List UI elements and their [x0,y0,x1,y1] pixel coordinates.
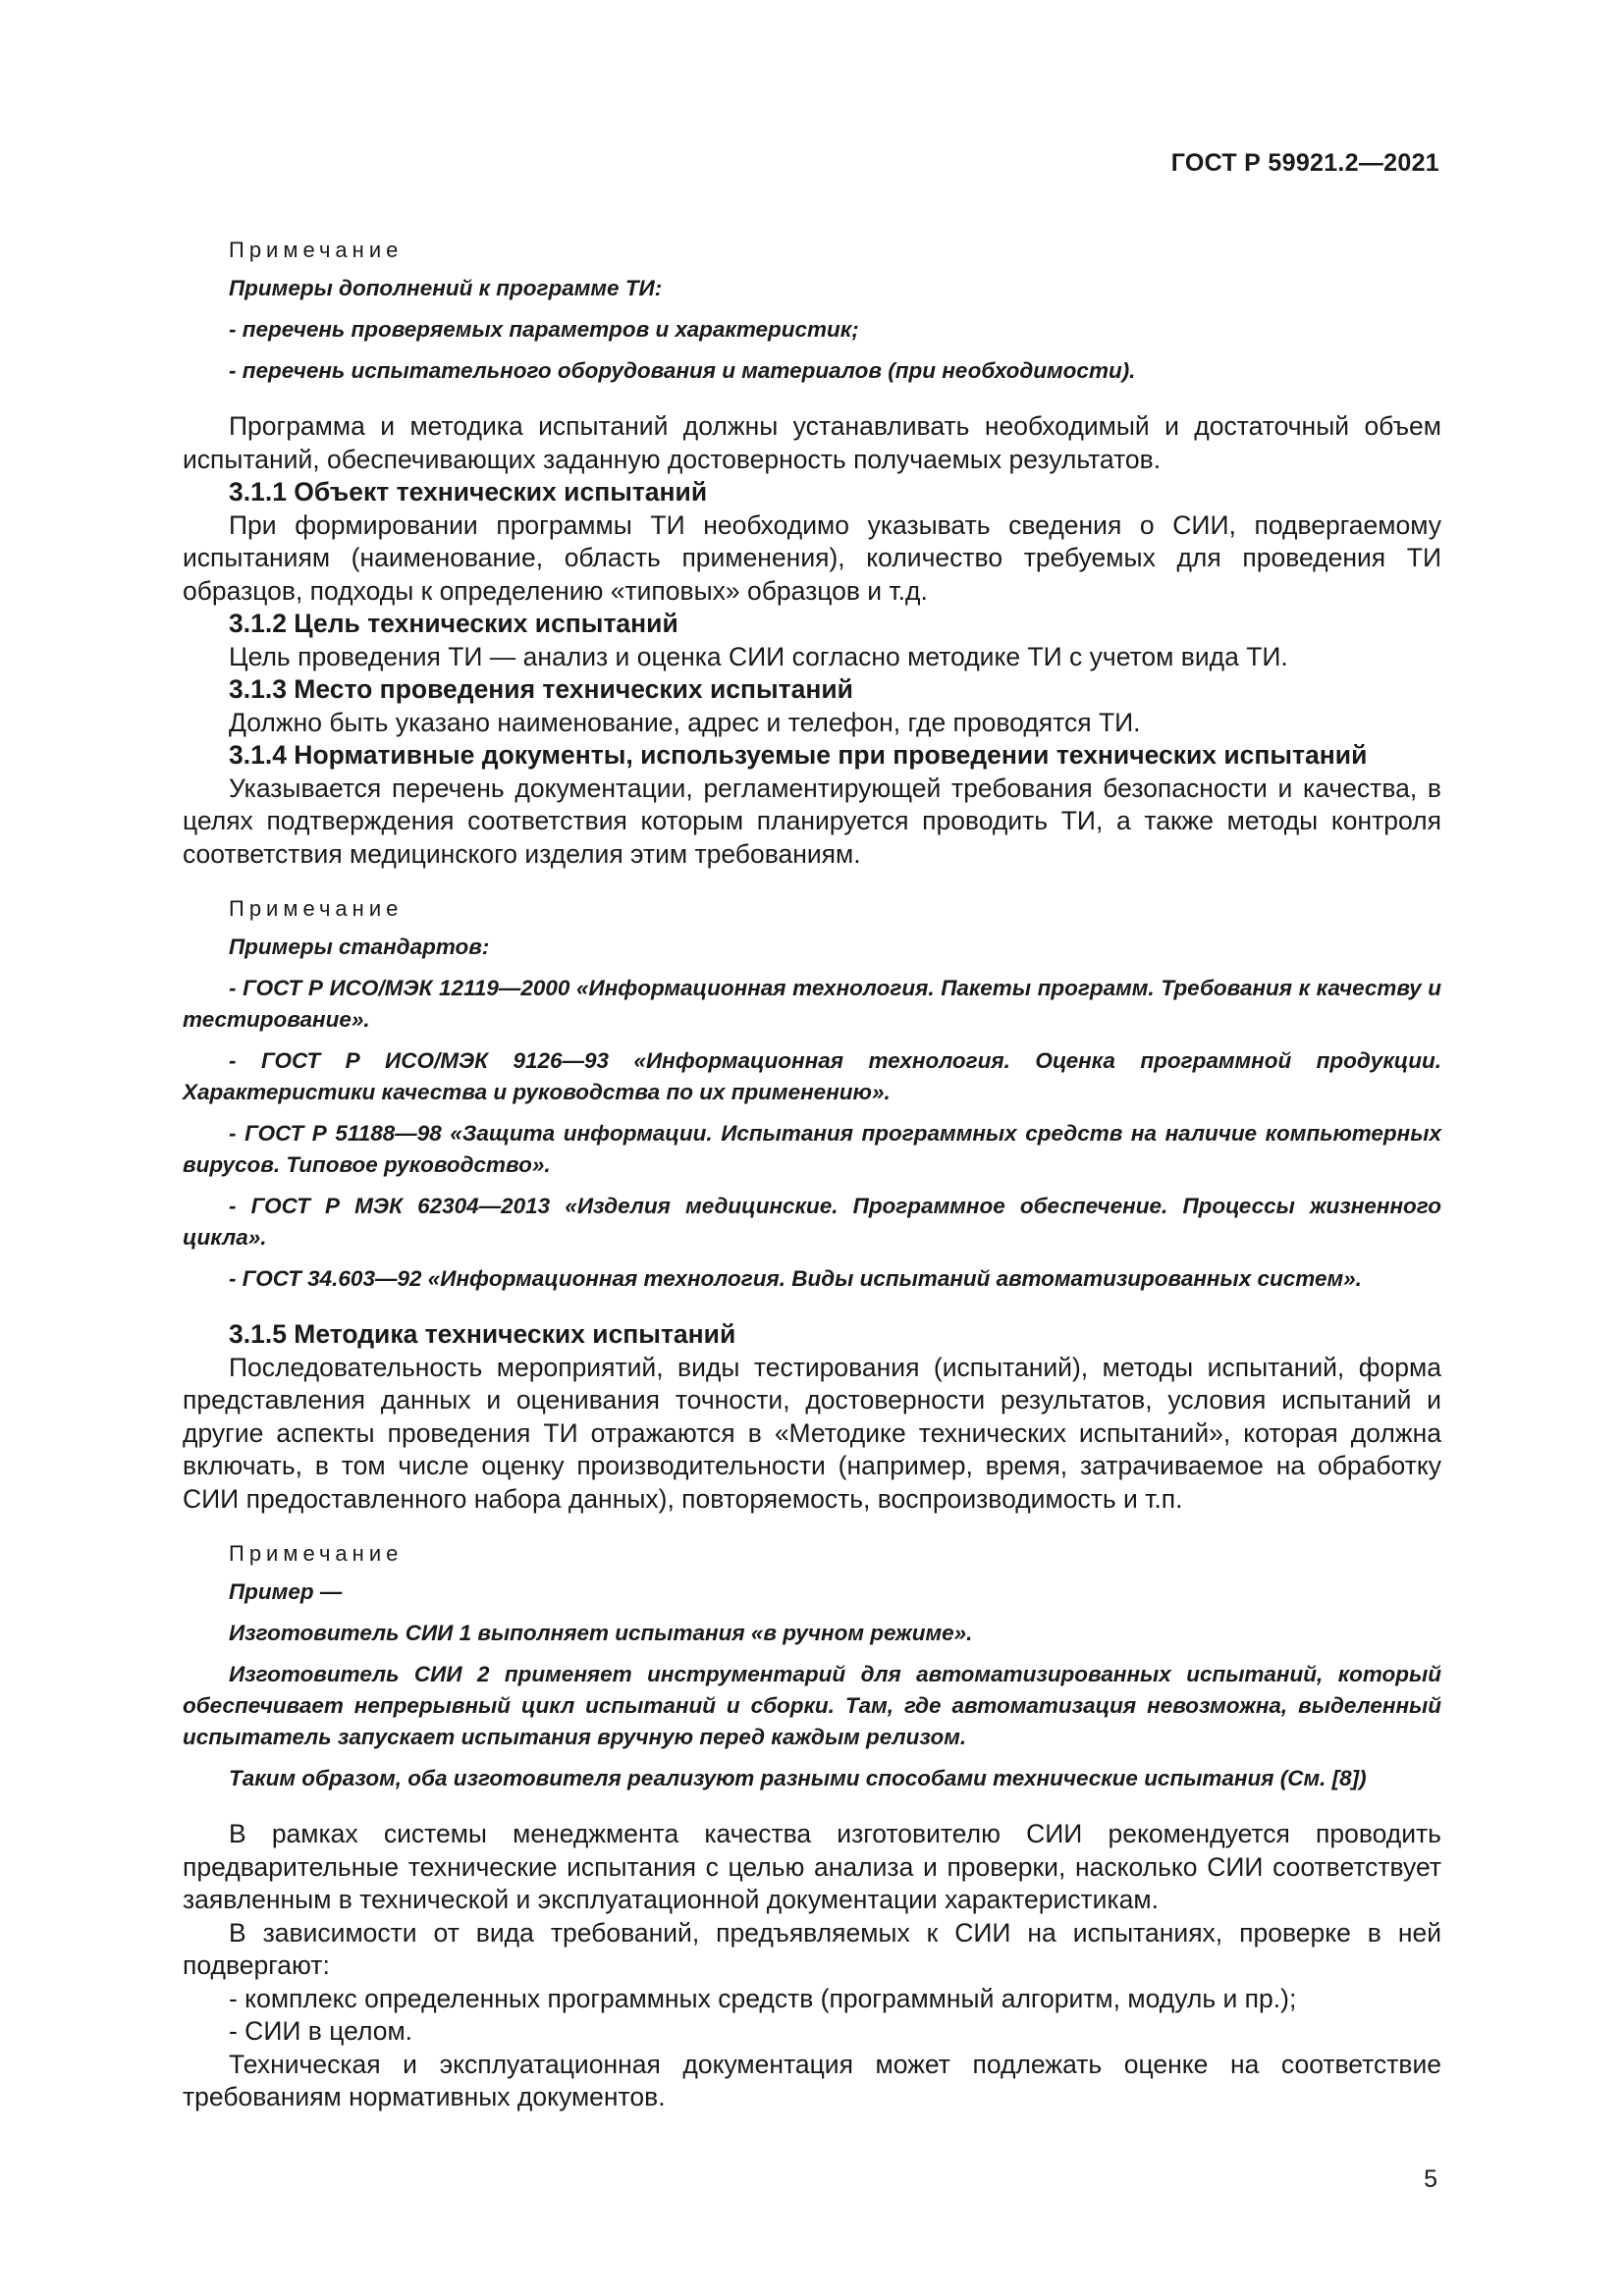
document-body [183,226,1441,2114]
note-label-2: Примечание [229,896,404,921]
heading-3-1-3: 3.1.3 Место проведения технических испытаний [229,674,853,704]
note-line: - перечень испытательного оборудования и материалов (при необходимости). [229,358,1136,383]
note-line: Изготовитель СИИ 1 выполняет испытания «в ручном режиме». [229,1621,973,1645]
paragraph-3-1-2: Цель проведения ТИ — анализ и оценка СИИ согласно методике ТИ с учетом вида ТИ. [229,641,1288,671]
heading-3-1-4: 3.1.4 Нормативные документы, используемые при проведении технических испытаний [229,740,1368,770]
standard-item: - ГОСТ Р 51188—98 «Защита информации. Испытания программных средств на наличие компьютерных вирусов. Типовое руководство». [183,1121,1441,1177]
paragraph-final-5: Техническая и эксплуатационная документация может подлежать оценке на соответствие требованиям нормативных документов. [183,2049,1441,2111]
note-line: Примеры дополнений к программе ТИ: [229,276,663,300]
paragraph-final-3: - комплекс определенных программных средств (программный алгоритм, модуль и пр.); [229,1983,1297,2013]
note-line: Таким образом, оба изготовителя реализуют разными способами технические испытания (См. [8]) [229,1766,1367,1790]
paragraph-final-4: - СИИ в целом. [229,2016,413,2046]
standard-item: - ГОСТ 34.603—92 «Информационная технология. Виды испытаний автоматизированных систем». [229,1266,1362,1291]
heading-3-1-1: 3.1.1 Объект технических испытаний [229,477,708,507]
note-line: - перечень проверяемых параметров и характеристик; [229,317,859,342]
paragraph-3-1-1: При формировании программы ТИ необходимо указывать сведения о СИИ, подвергаемому испытаниям (наименование, область применения), количество требуемых для проведения ТИ образцов, подходы к определению «типовых» образцов и т.д. [183,509,1441,606]
paragraph-final-1: В рамках системы менеджмента качества изготовителю СИИ рекомендуется проводить предварительные технические испытания с целью анализа и проверки, насколько СИИ соответствует заявленным в технической и эксплуатационной документации характеристикам. [183,1819,1441,1914]
standard-item: - ГОСТ Р ИСО/МЭК 9126—93 «Информационная технология. Оценка программной продукции. Характеристики качества и руководства по их применению». [183,1048,1441,1104]
note-line: Изготовитель СИИ 2 применяет инструментарий для автоматизированных испытаний, который обеспечивает непрерывный цикл испытаний и сборки. Там, где автоматизация невозможна, выделенный испытатель запускает испытания вручную перед каждым релизом. [183,1662,1441,1749]
paragraph-program: Программа и методика испытаний должны устанавливать необходимый и достаточный объем испытаний, обеспечивающих заданную достоверность получаемых результатов. [183,411,1441,474]
page-number: 5 [1424,2165,1437,2193]
note-intro: Примеры стандартов: [229,934,490,959]
standard-item: - ГОСТ Р ИСО/МЭК 12119—2000 «Информационная технология. Пакеты программ. Требования к качеству и тестирование». [183,976,1441,1032]
paragraph-3-1-5: Последовательность мероприятий, виды тестирования (испытаний), методы испытаний, форма представления данных и оценивания точности, достоверности результатов, условия испытаний и другие аспекты проведения ТИ отражаются в «Методике технических испытаний», которая должна включать, в том числе оценку производительности (например, время, затрачиваемое на обработку СИИ предоставленного набора данных), повторяемость, воспроизводимость и т.п. [183,1352,1441,1514]
heading-3-1-2: 3.1.2 Цель технических испытаний [229,609,678,638]
paragraph-3-1-3: Должно быть указано наименование, адрес и телефон, где проводятся ТИ. [229,707,1141,737]
paragraph-3-1-4: Указывается перечень документации, регламентирующей требования безопасности и качества, в целях подтверждения соответствия которым планируется проводить ТИ, а также методы контроля соответствия медицинского изделия этим требованиям. [183,773,1441,869]
paragraph-final-2: В зависимости от вида требований, предъявляемых к СИИ на испытаниях, проверке в ней подвергают: [183,1917,1441,1980]
note-label-1: Примечание [229,238,404,262]
note-label-3: Примечание [229,1541,404,1566]
note-line: Пример — [229,1579,343,1604]
heading-3-1-5: 3.1.5 Методика технических испытаний [229,1319,736,1349]
document-id-header: ГОСТ Р 59921.2—2021 [1170,149,1439,177]
standard-item: - ГОСТ Р МЭК 62304—2013 «Изделия медицинские. Программное обеспечение. Процессы жизненного цикла». [183,1194,1441,1250]
